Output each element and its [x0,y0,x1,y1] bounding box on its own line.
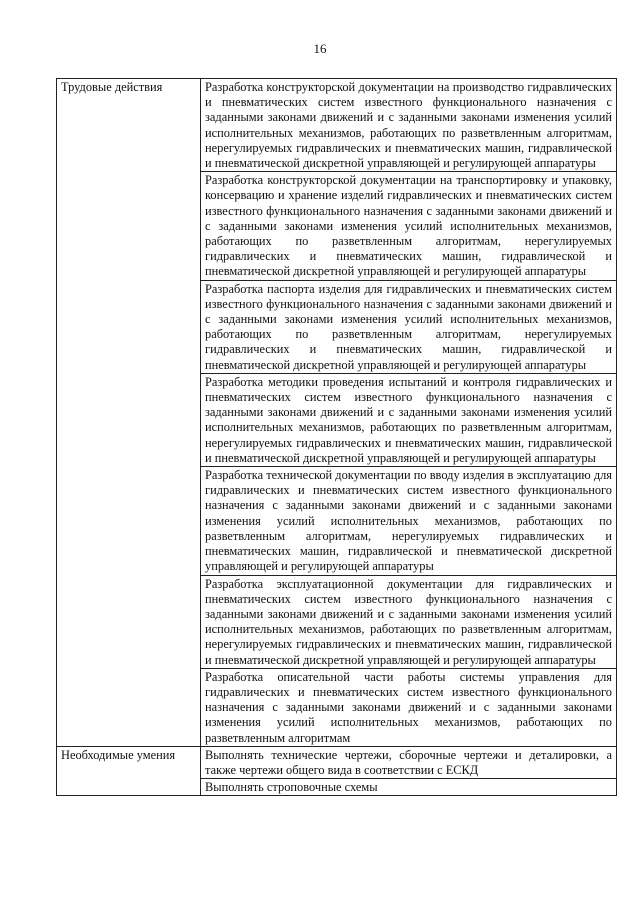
table-cell: Разработка описательной части работы системы управления для гидравлических и пневматических систем известного функционального назначения с заданными законами движений и с заданными законами изменения усилий исполнительных механизмов, работающих по разветвленным алгоритмам [201,668,617,746]
table-cell: Разработка методики проведения испытаний и контроля гидравлических и пневматических систем известного функционального назначения с заданными законами движений и с заданными законами изменения усилий исполнительных механизмов, работающих по разветвленным алгоритмам, нерегулируемых гидравлических и пневматических машин, гидравлической и пневматической дискретной управляющей и регулирующей аппаратуры [201,373,617,466]
table-cell: Разработка паспорта изделия для гидравлических и пневматических систем известного функционального назначения с заданными законами движений и с заданными законами изменения усилий исполнительных механизмов, работающих по разветвленным алгоритмам, нерегулируемых гидравлических и пневматических машин, гидравлической и пневматической дискретной управляющей и регулирующей аппаратуры [201,280,617,373]
table-cell: Разработка конструкторской документации на транспортировку и упаковку, консервацию и хранение изделий гидравлических и пневматических систем известного функционального назначения с заданными законами движений и с заданными законами изменения усилий исполнительных механизмов, работающих по разветвленным алгоритмам, нерегулируемых гидравлических и пневматических машин, гидравлической и пневматической дискретной управляющей и регулирующей аппаратуры [201,172,617,280]
table-cell: Разработка конструкторской документации на производство гидравлических и пневматических систем известного функционального назначения с заданными законами движений и с заданными законами изменения усилий исполнительных механизмов, работающих по разветвленным алгоритмам, нерегулируемых гидравлических и пневматических машин, гидравлической и пневматической дискретной управляющей и регулирующей аппаратуры [201,79,617,172]
table-cell: Выполнять строповочные схемы [201,779,617,796]
labor-functions-table [56,78,617,796]
table-row [57,746,617,778]
page-number: 16 [313,41,327,56]
table-cell: Выполнять технические чертежи, сборочные чертежи и деталировки, а также чертежи общего вида в соответствии с ЕСКД [201,746,617,778]
table-cell: Разработка эксплуатационной документации для гидравлических и пневматических систем известного функционального назначения с заданными законами движений и с заданными законами изменения усилий исполнительных механизмов, работающих по разветвленным алгоритмам, нерегулируемых гидравлических и пневматических машин, гидравлической и пневматической дискретной управляющей и регулирующей аппаратуры [201,575,617,668]
row-label-required-skills: Необходимые умения [57,746,201,796]
table-row [57,79,617,172]
table-cell: Разработка технической документации по вводу изделия в эксплуатацию для гидравлических и пневматических систем известного функционального назначения с заданными законами движений и с заданными законами изменения усилий исполнительных механизмов, работающих по разветвленным алгоритмам, нерегулируемых гидравлических и пневматических машин, гидравлической и пневматической дискретной управляющей и регулирующей аппаратуры [201,467,617,575]
row-label-labor-actions: Трудовые действия [57,79,201,747]
